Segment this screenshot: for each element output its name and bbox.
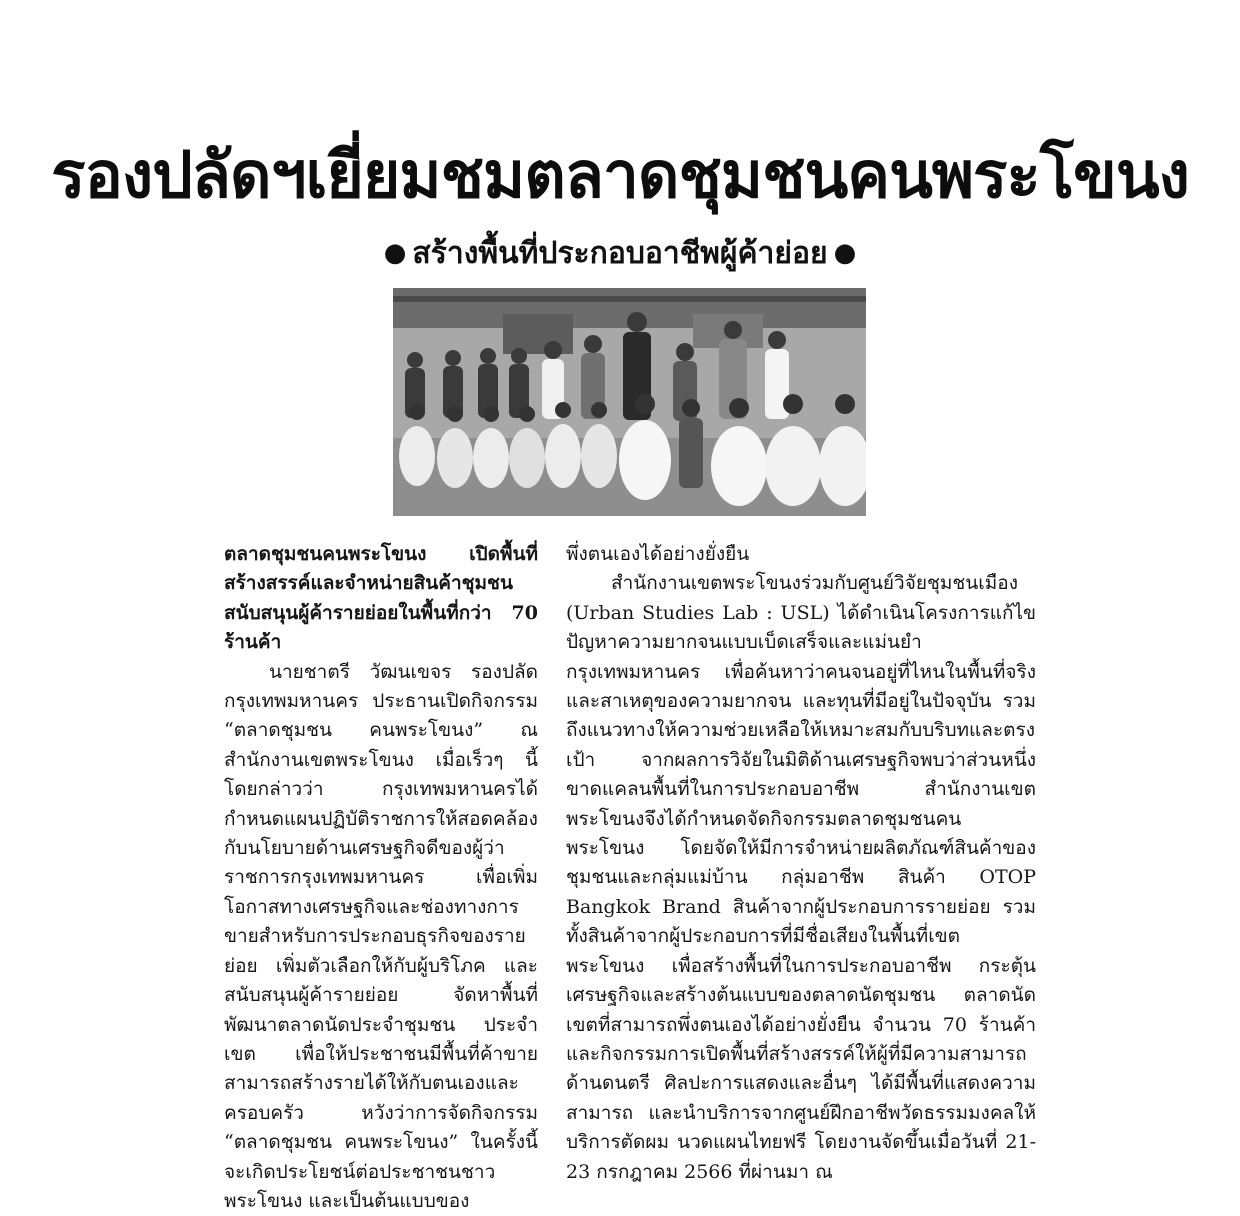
article-body-right: สำนักงานเขตพระโขนงร่วมกับศูนย์วิจัยชุมชนเมือง (Urban Studies Lab : USL) ได้ดำเนินโครงการแก้ไขปัญหาความยากจนแบบเบ็ดเสร็จและแม่นยำกรุงเทพมหานคร เพื่อค้นหาว่าคนจนอยู่ที่ไหนในพื้นที่จริง และสาเหตุของความยากจน และทุนที่มีอยู่ในปัจจุบัน รวมถึงแนวทางให้ความช่วยเหลือให้เหมาะสมกับบริบทและตรงเป้า จากผลการวิจัยในมิติด้านเศรษฐกิจพบว่าส่วนหนึ่งขาดแคลนพื้นที่ในการประกอบอาชีพ สำนักงานเขตพระโขนงจึงได้กำหนดจัดกิจกรรมตลาดชุมชนคนพระโขนง โดยจัดให้มีการจำหน่ายผลิตภัณฑ์สินค้าของชุมชนและกลุ่มแม่บ้าน กลุ่มอาชีพ สินค้า OTOP Bangkok Brand สินค้าจากผู้ประกอบการรายย่อย รวมทั้งสินค้าจากผู้ประกอบการที่มีชื่อเสียงในพื้นที่เขตพระโขนง เพื่อสร้างพื้นที่ในการประกอบอาชีพ กระตุ้นเศรษฐกิจและสร้างต้นแบบของตลาดนัดชุมชน ตลาดนัดเขตที่สามารถพึ่งตนเองได้อย่างยั่งยืน จำนวน 70 ร้านค้า และกิจกรรมการเปิดพื้นที่สร้างสรรค์ให้ผู้ที่มีความสามารถด้านดนตรี ศิลปะการแสดงและอื่นๆ ได้มีพื้นที่แสดงความสามารถ และนำบริการจากศูนย์ฝึกอาชีพวัดธรรมมงคลให้บริการตัดผม นวดแผนไทยฟรี โดยงานจัดขึ้นเมื่อวันที่ 21-23 กรกฎาคม 2566 ที่ผ่านมา ณ bbox=[566, 572, 1036, 1183]
article-column-left bbox=[224, 540, 538, 1216]
headline: รองปลัดฯเยี่ยมชมตลาดชุมชนคนพระโขนง bbox=[51, 139, 1189, 213]
article-column-right bbox=[566, 540, 1036, 1187]
group-photo-icon bbox=[393, 288, 866, 516]
subheadline-text: สร้างพื้นที่ประกอบอาชีพผู้ค้าย่อย bbox=[412, 236, 828, 271]
article-lead: ตลาดชุมชนคนพระโขนง เปิดพื้นที่สร้างสรรค์และจำหน่ายสินค้าชุมชน สนับสนุนผู้ค้ารายย่อยในพื้นที่กว่า 70 ร้านค้า bbox=[224, 543, 538, 654]
bullet-icon: ● bbox=[383, 238, 407, 268]
article-body-left: นายชาตรี วัฒนเขจร รองปลัดกรุงเทพมหานคร ประธานเปิดกิจกรรม “ตลาดชุมชน คนพระโขนง” ณ สำนักงานเขตพระโขนง เมื่อเร็วๆ นี้ โดยกล่าวว่า กรุงเทพมหานครได้กำหนดแผนปฏิบัติราชการให้สอดคล้องกับนโยบายด้านเศรษฐกิจดีของผู้ว่าราชการกรุงเทพมหานคร เพื่อเพิ่มโอกาสทางเศรษฐกิจและช่องทางการขายสำหรับการประกอบธุรกิจของรายย่อย เพิ่มตัวเลือกให้กับผู้บริโภค และสนับสนุนผู้ค้ารายย่อย จัดหาพื้นที่พัฒนาตลาดนัดประจำชุมชน ประจำเขต เพื่อให้ประชาชนมีพื้นที่ค้าขาย สามารถสร้างรายได้ให้กับตนเองและครอบครัว หวังว่าการจัดกิจกรรม “ตลาดชุมชน คนพระโขนง” ในครั้งนี้จะเกิดประโยชน์ต่อประชาชนชาวพระโขนง และเป็นต้นแบบของ bbox=[224, 660, 538, 1212]
article-body-right-continuation: พึ่งตนเองได้อย่างยั่งยืน bbox=[566, 543, 750, 565]
group-photo bbox=[393, 288, 866, 516]
bullet-icon: ● bbox=[833, 238, 857, 268]
subheadline bbox=[300, 228, 940, 279]
